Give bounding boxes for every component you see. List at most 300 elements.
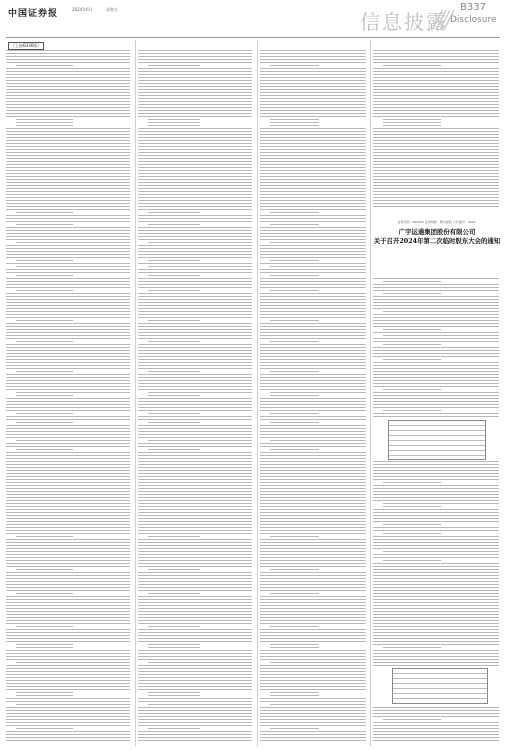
text-line bbox=[373, 326, 499, 327]
text-line bbox=[260, 533, 366, 534]
text-line bbox=[260, 737, 366, 738]
text-line bbox=[6, 215, 130, 216]
text-line bbox=[373, 143, 499, 144]
text-line bbox=[373, 164, 499, 165]
text-line bbox=[138, 188, 252, 189]
masthead-weekday: 星期五 bbox=[106, 7, 118, 12]
text-line bbox=[138, 416, 252, 417]
text-line bbox=[138, 548, 252, 549]
text-line bbox=[373, 287, 499, 288]
text-line bbox=[16, 440, 130, 441]
text-line bbox=[138, 251, 252, 252]
text-line bbox=[373, 308, 499, 309]
text-line bbox=[6, 542, 130, 543]
text-line bbox=[270, 695, 319, 696]
page-number: B337 bbox=[460, 2, 486, 13]
text-line bbox=[6, 428, 130, 429]
text-line bbox=[6, 149, 130, 150]
text-line bbox=[373, 491, 499, 492]
text-line bbox=[138, 563, 252, 564]
text-line bbox=[260, 71, 366, 72]
text-line bbox=[138, 443, 252, 444]
text-line bbox=[138, 722, 252, 723]
text-line bbox=[6, 359, 130, 360]
text-line bbox=[138, 446, 252, 447]
text-line bbox=[138, 326, 252, 327]
text-line bbox=[6, 416, 130, 417]
text-line bbox=[138, 500, 252, 501]
text-line bbox=[270, 266, 366, 267]
text-line bbox=[260, 161, 366, 162]
text-line bbox=[373, 473, 499, 474]
text-line bbox=[260, 464, 366, 465]
text-line bbox=[373, 575, 499, 576]
text-line bbox=[6, 284, 130, 285]
text-line bbox=[138, 716, 252, 717]
text-line bbox=[260, 671, 366, 672]
text-line bbox=[6, 530, 130, 531]
text-line bbox=[260, 476, 366, 477]
text-line bbox=[373, 584, 499, 585]
text-line bbox=[260, 53, 366, 54]
text-line bbox=[260, 419, 366, 420]
text-line bbox=[260, 197, 366, 198]
text-line bbox=[16, 644, 73, 645]
text-line bbox=[6, 80, 130, 81]
text-line bbox=[138, 635, 252, 636]
text-line bbox=[148, 266, 252, 267]
text-line bbox=[373, 731, 499, 732]
text-line bbox=[260, 152, 366, 153]
text-line bbox=[6, 326, 130, 327]
text-line bbox=[6, 608, 130, 609]
masthead-date: 2024年6月 bbox=[72, 7, 93, 12]
text-line bbox=[138, 431, 252, 432]
text-line bbox=[6, 50, 130, 51]
text-line bbox=[383, 335, 499, 336]
text-line bbox=[373, 149, 499, 150]
column-1 bbox=[6, 40, 132, 746]
text-line bbox=[260, 689, 366, 690]
text-line bbox=[138, 719, 252, 720]
text-line bbox=[6, 623, 130, 624]
text-line bbox=[260, 248, 366, 249]
text-line bbox=[373, 104, 499, 105]
text-line bbox=[373, 173, 499, 174]
text-line bbox=[260, 599, 366, 600]
text-line bbox=[138, 380, 252, 381]
text-line bbox=[260, 68, 366, 69]
text-line bbox=[138, 113, 252, 114]
text-line bbox=[373, 398, 499, 399]
text-line bbox=[373, 89, 499, 90]
text-line bbox=[138, 86, 252, 87]
text-line bbox=[138, 674, 252, 675]
text-line bbox=[260, 563, 366, 564]
text-line bbox=[260, 164, 366, 165]
text-line bbox=[260, 605, 366, 606]
text-line bbox=[138, 71, 252, 72]
text-line bbox=[138, 323, 252, 324]
text-line bbox=[148, 392, 252, 393]
text-line bbox=[373, 566, 499, 567]
text-line bbox=[373, 107, 499, 108]
text-line bbox=[260, 107, 366, 108]
text-line bbox=[270, 392, 366, 393]
text-line bbox=[16, 626, 73, 627]
text-line bbox=[148, 290, 200, 291]
text-line bbox=[373, 578, 499, 579]
text-line bbox=[148, 422, 200, 423]
text-line bbox=[148, 536, 200, 537]
text-line bbox=[260, 170, 366, 171]
text-line bbox=[6, 293, 130, 294]
text-line bbox=[260, 707, 366, 708]
text-line bbox=[260, 713, 366, 714]
text-line bbox=[138, 167, 252, 168]
text-line bbox=[6, 296, 130, 297]
text-line bbox=[373, 512, 499, 513]
text-line bbox=[260, 323, 366, 324]
text-line bbox=[260, 638, 366, 639]
text-line bbox=[373, 563, 499, 564]
text-line bbox=[260, 635, 366, 636]
text-line bbox=[373, 98, 499, 99]
text-line bbox=[373, 197, 499, 198]
text-line bbox=[260, 173, 366, 174]
header-rule bbox=[6, 37, 500, 38]
text-line bbox=[6, 254, 130, 255]
text-line bbox=[138, 587, 252, 588]
text-line bbox=[260, 437, 366, 438]
text-line bbox=[6, 314, 130, 315]
text-line bbox=[6, 614, 130, 615]
text-line bbox=[138, 470, 252, 471]
text-line bbox=[138, 263, 252, 264]
text-line bbox=[138, 419, 252, 420]
text-line bbox=[138, 110, 252, 111]
text-line bbox=[373, 626, 499, 627]
text-line bbox=[260, 725, 366, 726]
text-line bbox=[16, 275, 73, 276]
text-line bbox=[270, 704, 366, 705]
text-line bbox=[373, 101, 499, 102]
text-line bbox=[260, 278, 366, 279]
text-line bbox=[6, 200, 130, 201]
text-line bbox=[6, 452, 130, 453]
text-line bbox=[6, 134, 130, 135]
text-line bbox=[260, 356, 366, 357]
text-line bbox=[260, 467, 366, 468]
text-line bbox=[6, 176, 130, 177]
text-line bbox=[260, 215, 366, 216]
text-line bbox=[6, 251, 130, 252]
text-line bbox=[373, 599, 499, 600]
text-line bbox=[138, 77, 252, 78]
text-line bbox=[260, 251, 366, 252]
text-line bbox=[138, 149, 252, 150]
text-line bbox=[260, 299, 366, 300]
text-line bbox=[6, 551, 130, 552]
text-line bbox=[6, 515, 130, 516]
text-line bbox=[270, 662, 366, 663]
text-line bbox=[373, 161, 499, 162]
text-line bbox=[260, 50, 366, 51]
text-line bbox=[6, 155, 130, 156]
section-title-cn: 信息披露 bbox=[360, 10, 448, 34]
text-line bbox=[260, 398, 366, 399]
text-line bbox=[260, 416, 366, 417]
text-line bbox=[138, 56, 252, 57]
text-line bbox=[138, 686, 252, 687]
text-line bbox=[260, 548, 366, 549]
text-line bbox=[373, 158, 499, 159]
text-line bbox=[138, 602, 252, 603]
text-line bbox=[260, 194, 366, 195]
text-line bbox=[16, 647, 73, 648]
text-line bbox=[260, 188, 366, 189]
text-line bbox=[6, 734, 130, 735]
text-line bbox=[383, 506, 441, 507]
text-line bbox=[373, 581, 499, 582]
text-line bbox=[6, 527, 130, 528]
text-line bbox=[148, 224, 200, 225]
text-line bbox=[373, 182, 499, 183]
text-line bbox=[138, 158, 252, 159]
text-line bbox=[260, 239, 366, 240]
text-line bbox=[138, 230, 252, 231]
text-line bbox=[6, 329, 130, 330]
text-line bbox=[260, 698, 366, 699]
text-line bbox=[148, 122, 200, 123]
text-line bbox=[138, 656, 252, 657]
text-line bbox=[373, 278, 499, 279]
text-line bbox=[373, 395, 499, 396]
text-line bbox=[6, 560, 130, 561]
text-line bbox=[138, 257, 252, 258]
text-line bbox=[373, 530, 499, 531]
text-line bbox=[260, 218, 366, 219]
text-line bbox=[373, 728, 499, 729]
text-line bbox=[138, 713, 252, 714]
text-line bbox=[138, 596, 252, 597]
text-line bbox=[383, 482, 441, 483]
text-line bbox=[6, 410, 130, 411]
text-line bbox=[260, 338, 366, 339]
text-line bbox=[260, 650, 366, 651]
text-line bbox=[16, 212, 73, 213]
text-line bbox=[138, 254, 252, 255]
text-line bbox=[260, 326, 366, 327]
text-line bbox=[138, 359, 252, 360]
text-line bbox=[260, 59, 366, 60]
text-line bbox=[138, 347, 252, 348]
text-line bbox=[16, 395, 73, 396]
text-line bbox=[6, 707, 130, 708]
text-line bbox=[138, 182, 252, 183]
text-line bbox=[16, 662, 130, 663]
text-line bbox=[373, 650, 499, 651]
text-line bbox=[373, 494, 499, 495]
text-line bbox=[260, 380, 366, 381]
text-line bbox=[138, 131, 252, 132]
text-line bbox=[270, 290, 319, 291]
text-line bbox=[260, 80, 366, 81]
text-line bbox=[148, 644, 200, 645]
text-line bbox=[138, 605, 252, 606]
text-line bbox=[260, 431, 366, 432]
text-line bbox=[6, 71, 130, 72]
text-line bbox=[260, 686, 366, 687]
text-line bbox=[138, 461, 252, 462]
text-line bbox=[138, 650, 252, 651]
text-line bbox=[6, 173, 130, 174]
text-line bbox=[373, 602, 499, 603]
text-line bbox=[6, 380, 130, 381]
text-line bbox=[6, 590, 130, 591]
text-line bbox=[138, 611, 252, 612]
text-line bbox=[260, 617, 366, 618]
text-line bbox=[260, 167, 366, 168]
text-line bbox=[138, 173, 252, 174]
text-line bbox=[138, 50, 252, 51]
text-line bbox=[260, 524, 366, 525]
text-line bbox=[373, 635, 499, 636]
text-line bbox=[138, 215, 252, 216]
text-line bbox=[260, 545, 366, 546]
text-line bbox=[138, 494, 252, 495]
text-line bbox=[6, 521, 130, 522]
text-line bbox=[260, 740, 366, 741]
text-line bbox=[260, 497, 366, 498]
text-line bbox=[260, 98, 366, 99]
text-line bbox=[373, 488, 499, 489]
text-line bbox=[138, 203, 252, 204]
text-line bbox=[6, 731, 130, 732]
text-line bbox=[373, 656, 499, 657]
text-line bbox=[6, 281, 130, 282]
text-line bbox=[138, 353, 252, 354]
text-line bbox=[148, 449, 200, 450]
text-line bbox=[260, 530, 366, 531]
text-line bbox=[6, 311, 130, 312]
text-line bbox=[6, 386, 130, 387]
text-line bbox=[138, 53, 252, 54]
text-line bbox=[16, 260, 73, 261]
text-line bbox=[260, 491, 366, 492]
text-line bbox=[373, 641, 499, 642]
text-line bbox=[16, 125, 73, 126]
text-line bbox=[16, 341, 73, 342]
text-line bbox=[373, 707, 499, 708]
text-line bbox=[138, 734, 252, 735]
text-line bbox=[138, 344, 252, 345]
text-line bbox=[270, 341, 319, 342]
text-line bbox=[373, 155, 499, 156]
text-line bbox=[6, 104, 130, 105]
text-line bbox=[260, 128, 366, 129]
text-line bbox=[260, 389, 366, 390]
text-line bbox=[373, 608, 499, 609]
text-line bbox=[260, 455, 366, 456]
text-line bbox=[138, 197, 252, 198]
text-line bbox=[138, 179, 252, 180]
text-line bbox=[373, 176, 499, 177]
text-line bbox=[260, 329, 366, 330]
text-line bbox=[373, 86, 499, 87]
text-line bbox=[138, 623, 252, 624]
text-line bbox=[138, 473, 252, 474]
text-line bbox=[260, 500, 366, 501]
text-line bbox=[138, 542, 252, 543]
text-line bbox=[260, 296, 366, 297]
text-line bbox=[260, 131, 366, 132]
text-line bbox=[373, 464, 499, 465]
text-line bbox=[138, 575, 252, 576]
text-line bbox=[138, 455, 252, 456]
text-line bbox=[138, 140, 252, 141]
text-line bbox=[260, 587, 366, 588]
text-line bbox=[270, 119, 319, 120]
text-line bbox=[138, 572, 252, 573]
text-line bbox=[16, 242, 130, 243]
text-line bbox=[260, 407, 366, 408]
text-line bbox=[260, 134, 366, 135]
text-line bbox=[16, 290, 73, 291]
text-line bbox=[373, 194, 499, 195]
text-line bbox=[373, 74, 499, 75]
text-line bbox=[6, 86, 130, 87]
text-line bbox=[6, 167, 130, 168]
text-line bbox=[138, 329, 252, 330]
text-line bbox=[373, 569, 499, 570]
text-line bbox=[6, 344, 130, 345]
text-line bbox=[373, 68, 499, 69]
text-line bbox=[260, 665, 366, 666]
text-line bbox=[16, 266, 130, 267]
text-line bbox=[260, 332, 366, 333]
text-line bbox=[270, 242, 366, 243]
text-line bbox=[6, 710, 130, 711]
text-line bbox=[383, 329, 441, 330]
text-line bbox=[383, 551, 499, 552]
text-line bbox=[6, 74, 130, 75]
text-line bbox=[6, 632, 130, 633]
text-line bbox=[373, 539, 499, 540]
text-line bbox=[373, 737, 499, 738]
text-line bbox=[6, 335, 130, 336]
text-line bbox=[6, 434, 130, 435]
text-line bbox=[260, 572, 366, 573]
text-line bbox=[6, 689, 130, 690]
text-line bbox=[6, 638, 130, 639]
text-line bbox=[383, 560, 441, 561]
text-line bbox=[138, 515, 252, 516]
text-line bbox=[260, 206, 366, 207]
text-line bbox=[260, 293, 366, 294]
text-line bbox=[373, 341, 499, 342]
text-line bbox=[373, 545, 499, 546]
text-line bbox=[6, 650, 130, 651]
text-line bbox=[373, 644, 499, 645]
text-line bbox=[6, 497, 130, 498]
text-line bbox=[270, 224, 319, 225]
text-line bbox=[373, 716, 499, 717]
text-line bbox=[138, 308, 252, 309]
text-line bbox=[260, 611, 366, 612]
text-line bbox=[138, 272, 252, 273]
text-line bbox=[373, 50, 499, 51]
